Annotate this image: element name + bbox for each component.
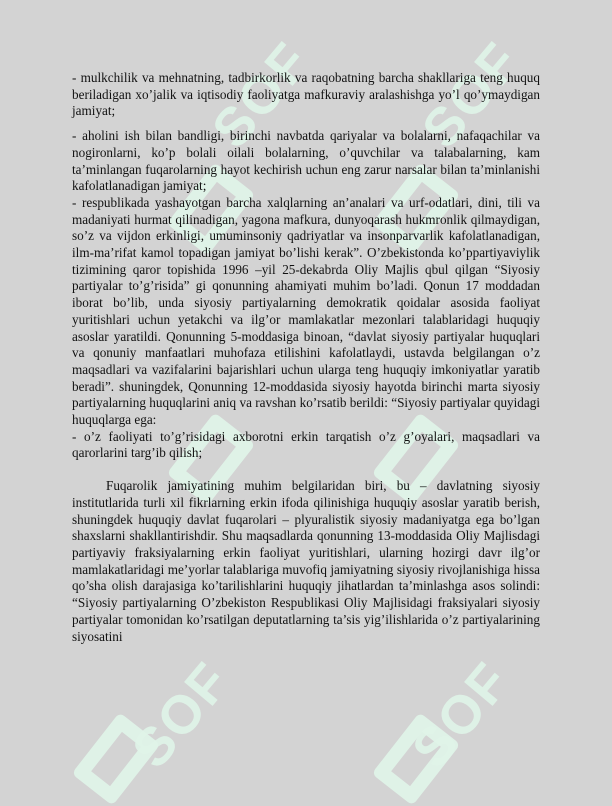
paragraph: Fuqarolik jamiyatining muhim belgilaridan biri, bu – davlatning siyosiy institutlarida turli xil fikrlarning erkin ifoda qilinishiga huquqiy asoslar yaratib berish, shuningdek huquqiy davlat fuqarolari – plyuralistik siyosiy madaniyatga ega bo’lgan shaxslarni shakllantirishdir. Shu maqsadlarda qonunning 13-moddasida Oliy Majlisdagi partiyaviy fraksiyalarning erkin faoliyat yuritishlari, ularning hozirgi davr ilg’or mamlakatlaridagi me’yorlar talablariga muvofiq jamiyatning siyosiy rivojlanishiga hissa qo’sha olish darajasiga ko’tarilishlarini huquqiy jihatlardan ta’minlashga asos solindi: “Siyosiy partiyalarning O’zbekiston Respublikasi Oliy Majlisidagi fraksiyalari siyosiy partiyalar tomonidan ko’rsatilgan deputatlarning ta’sis yig’ilishlarida o’z partiyalarining siyosatini (72, 478, 540, 644)
paragraph: - respublikada yashayotgan barcha xalqlarning an’analari va urf-odatlari, dini, tili va madaniyati hurmat qilinadigan, yagona mafkura, dunyoqarash hukmronlik qilmaydigan, so’z va vijdon erkinligi, umuminsoniy qadriyatlar va insonparvarlik kafolatlanadigan, ilm-ma’rifat kamol topadigan jamiyat bo’lishi kerak”. O’zbekistonda ko’ppartiyaviylik tizimining qaror topishida 1996 –yil 25-dekabrda Oliy Majlis qbul qilgan “Siyosiy partiyalar to’g’risida” gi qonunning ahamiyati muhim bo’ladi. Qonun 17 moddadan iborat bo’lib, unda siyosiy partiyalarning demokratik qoidalar asosida faoliyat yuritishlari uchun yetakchi va ilg’or mamlakatlar mezonlari talablaridagi huquqiy asoslar yaratildi. Qonunning 5-moddasiga binoan, “davlat siyosiy partiyalar huquqlari va qonuniy manfaatlari muhofaza etilishini kafolatlaydi, ustavda belgilangan o’z maqsadlari va vazifalarini bajarishlari uchun ularga teng huquqiy imkoniyatlar yaratib beradi”. shuningdek, Qonunning 12-moddasida siyosiy hayotda birinchi marta siyosiy partiyalarning huquqlarini aniq va ravshan ko’rsatib berildi: “Siyosiy partiyalar quyidagi huquqlarga ega: (72, 194, 540, 428)
paragraph: - o’z faoliyati to’g’risidagi axborotni erkin tarqatish o’z g’oyalari, maqsadlari va qarorlarini targ’ib qilish; (72, 428, 540, 461)
paragraph: - mulkchilik va mehnatning, tadbirkorlik va raqobatning barcha shakllariga teng huquq beriladigan xo’jalik va iqtisodiy faoliyatga mafkuraviy aralashishga yo’l qo’ymaydigan jamiyat; (72, 70, 540, 119)
watermark-text: SOF (410, 31, 532, 160)
watermark-text: SOF (400, 651, 522, 780)
watermark-text: SOF (120, 651, 242, 780)
watermark-text: SOF (200, 31, 322, 160)
paragraph: - aholini ish bilan bandligi, birinchi navbatda qariyalar va bolalarni, nafaqachilar va nogironlarni, ko’p bolali oilali bolalarning, o’quvchilar va talabalarning, kam ta’minlangan fuqarolarning hayot kechirish uchun eng zarur narsalar bilan ta’minlanishi kafolatlanadigan jamiyat; (72, 128, 540, 194)
document-body (72, 70, 540, 645)
